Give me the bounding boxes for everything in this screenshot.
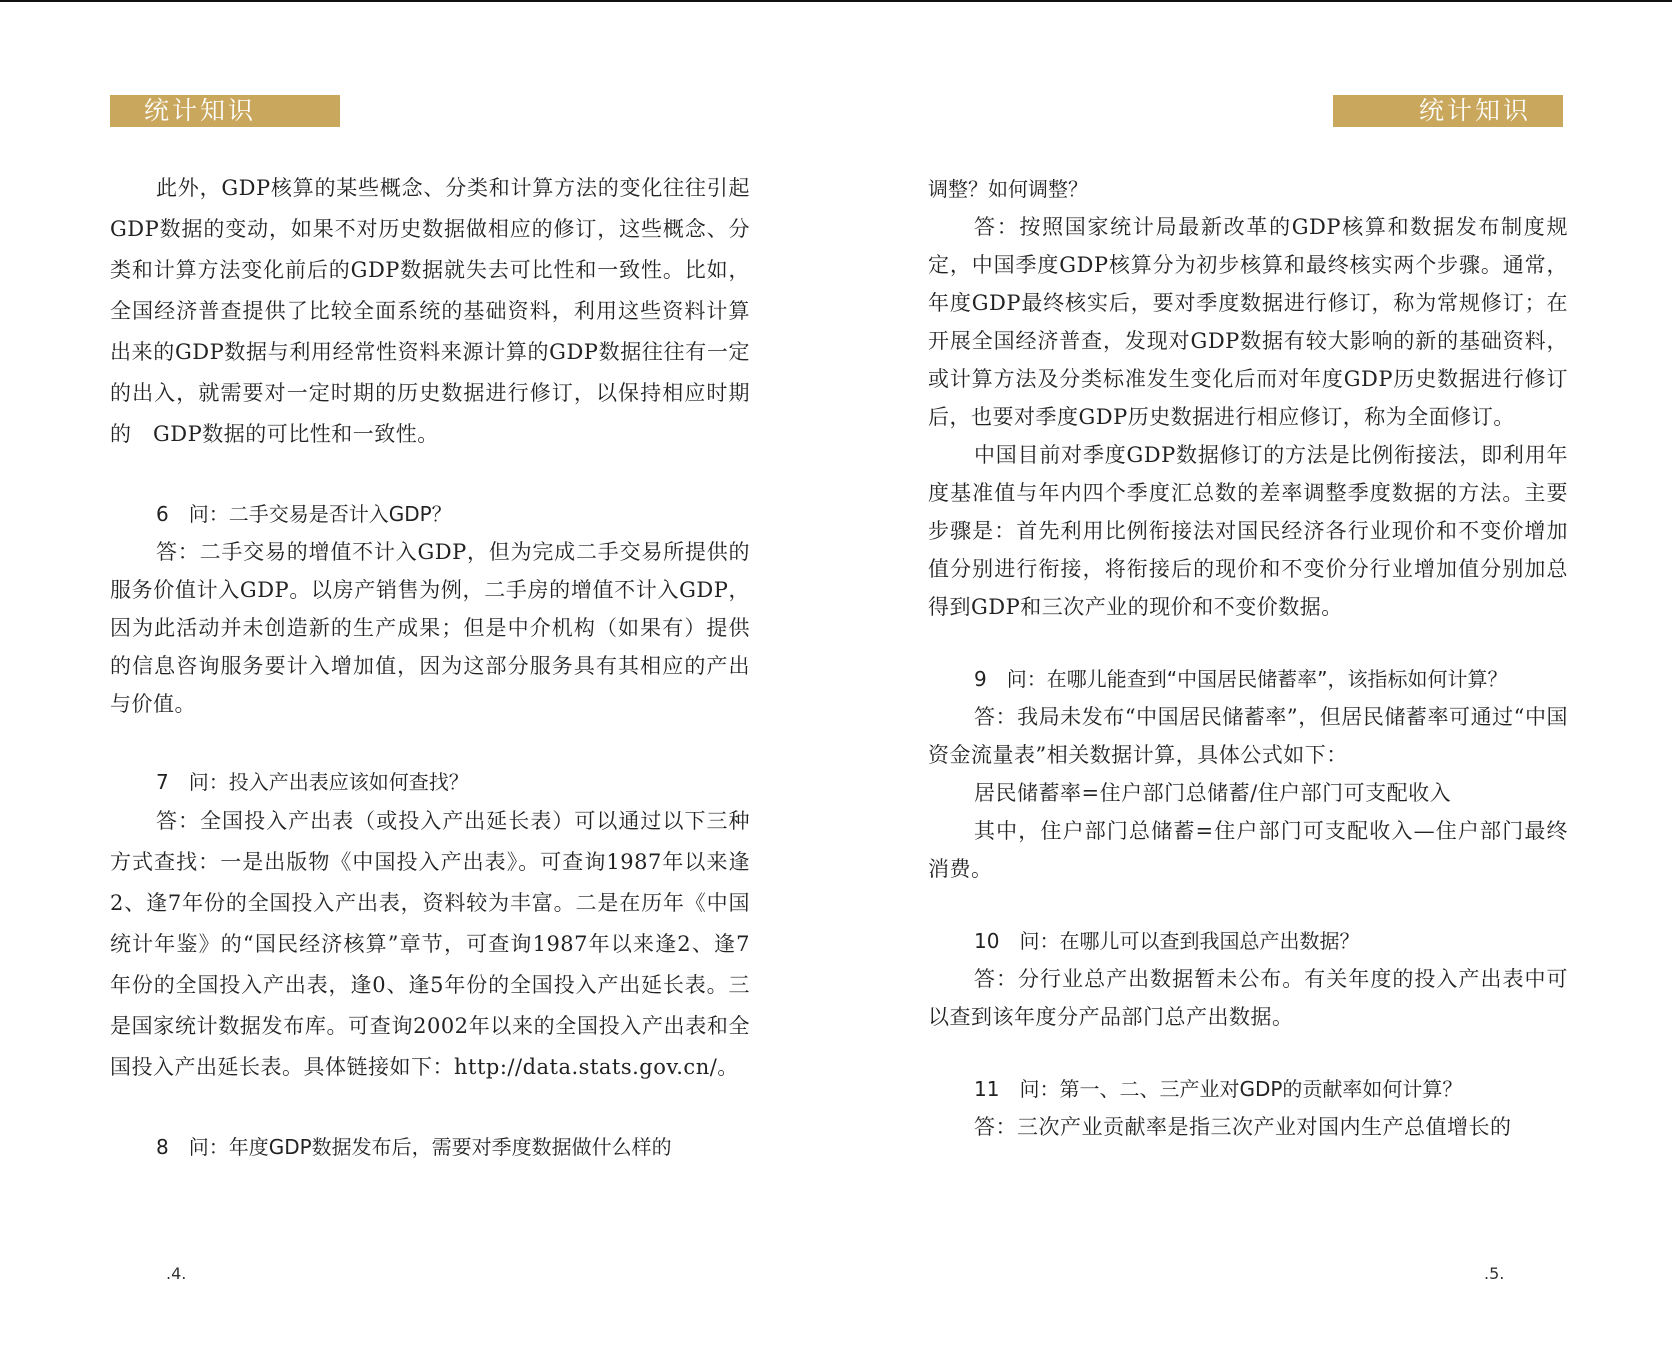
question-6: 6 问：二手交易是否计入GDP？ [156,502,452,526]
answer-11: 答：三次产业贡献率是指三次产业对国内生产总值增长的 [974,1115,1512,1139]
answer-7: 答：全国投入产出表（或投入产出延长表）可以通过以下三种方式查找：一是出版物《中国投入产出表》。可查询1987年以来逢2、逢7年份的全国投入产出表，资料较为丰富。二是在历年《中国统计年鉴》的“国民经济核算”章节，可查询1987年以来逢2、逢7年份的全国投入产出表，逢0、逢5年份的全国投入产出延长表。三是国家统计数据发布库。可查询2002年以来的全国投入产出表和全国投入产出延长表。具体链接如下：http://data.stats.gov.cn/。 [110,809,750,1079]
question-11: 11 问：第一、二、三产业对GDP的贡献率如何计算？ [974,1077,1463,1101]
answer-9-part-1: 答：我局未发布“中国居民储蓄率”，但居民储蓄率可通过“中国资金流量表”相关数据计算，具体公式如下： [928,705,1568,767]
question-9: 9 问：在哪儿能查到“中国居民储蓄率”，该指标如何计算？ [974,667,1508,691]
right-page-content [928,170,1568,1146]
answer-8-part-1: 答：按照国家统计局最新改革的GDP核算和数据发布制度规定，中国季度GDP核算分为初步核算和最终核实两个步骤。通常，年度GDP最终核实后，要对季度数据进行修订，称为常规修订；在开展全国经济普查，发现对GDP数据有较大影响的新的基础资料，或计算方法及分类标准发生变化后而对年度GDP历史数据进行修订后，也要对季度GDP历史数据进行相应修订，称为全面修订。 [928,215,1568,429]
question-7: 7 问：投入产出表应该如何查找？ [156,770,469,794]
answer-10: 答：分行业总产出数据暂未公布。有关年度的投入产出表中可以查到该年度分产品部门总产出数据。 [928,967,1568,1029]
savings-rate-formula: 居民储蓄率=住户部门总储蓄/住户部门可支配收入 [974,781,1452,805]
section-header-tab: 统计知识 [110,95,340,127]
right-page [836,0,1672,1353]
left-page-content [110,168,750,1166]
question-8: 8 问：年度GDP数据发布后，需要对季度数据做什么样的 [156,1135,672,1159]
paragraph-gdp-revision: 此外，GDP核算的某些概念、分类和计算方法的变化往往引起GDP数据的变动，如果不对历史数据做相应的修订，这些概念、分类和计算方法变化前后的GDP数据就失去可比性和一致性。比如，全国经济普查提供了比较全面系统的基础资料，利用这些资料计算出来的GDP数据与利用经常性资料来源计算的GDP数据往往有一定的出入，就需要对一定时期的历史数据进行修订，以保持相应时期的 GDP数据的可比性和一致性。 [110,176,750,446]
section-header-tab: 统计知识 [1333,95,1563,127]
answer-9-part-3: 其中，住户部门总储蓄=住户部门可支配收入—住户部门最终消费。 [928,819,1568,881]
question-10: 10 问：在哪儿可以查到我国总产出数据？ [974,929,1360,953]
answer-8-part-2: 中国目前对季度GDP数据修订的方法是比例衔接法，即利用年度基准值与年内四个季度汇总数的差率调整季度数据的方法。主要步骤是：首先利用比例衔接法对国民经济各行业现价和不变价增加值分别进行衔接，将衔接后的现价和不变价分行业增加值分别加总得到GDP和三次产业的现价和不变价数据。 [928,443,1568,619]
question-8-continued: 调整？如何调整？ [928,177,1088,201]
page-number: .4. [166,1264,187,1283]
page-number: .5. [1484,1264,1505,1283]
answer-6: 答：二手交易的增值不计入GDP，但为完成二手交易所提供的服务价值计入GDP。以房产销售为例，二手房的增值不计入GDP，因为此活动并未创造新的生产成果；但是中介机构（如果有）提供的信息咨询服务要计入增加值，因为这部分服务具有其相应的产出与价值。 [110,540,750,716]
